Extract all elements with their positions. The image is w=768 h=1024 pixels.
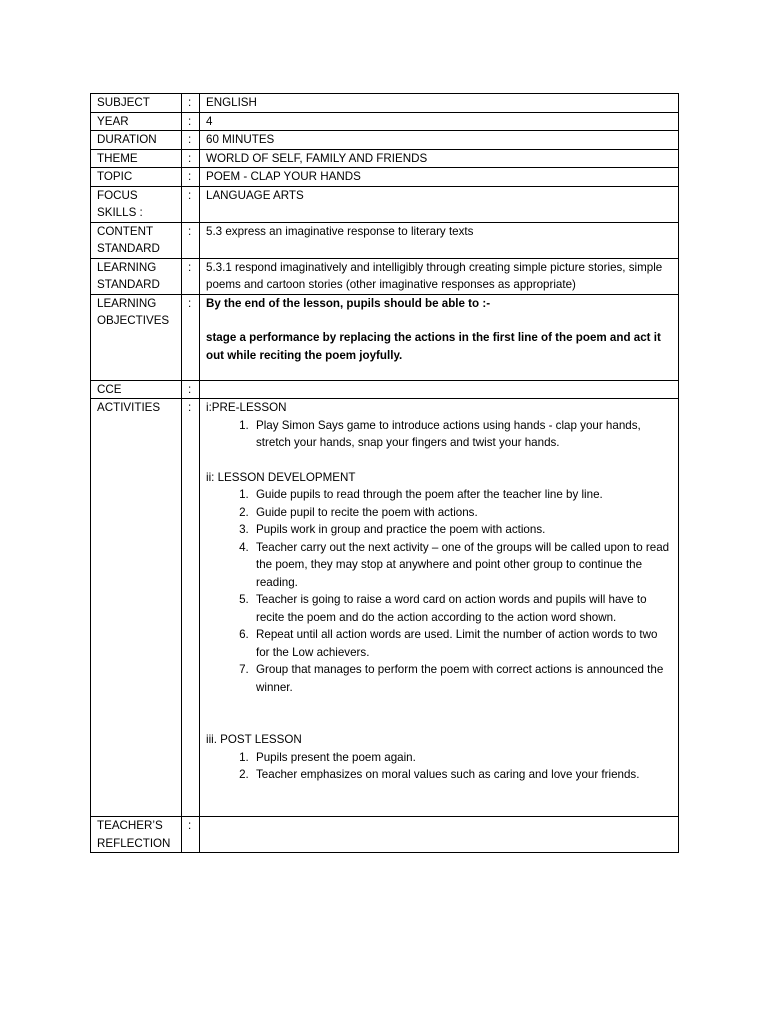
row-topic: [91, 168, 679, 187]
value-theme: WORLD OF SELF, FAMILY AND FRIENDS: [200, 149, 679, 168]
label-focus-skills: [91, 186, 182, 222]
colon: :: [182, 149, 200, 168]
lesson-development-list: [206, 486, 672, 696]
value-duration: 60 MINUTES: [200, 131, 679, 150]
value-learning-standard: 5.3.1 respond imaginatively and intelligibly through creating simple picture stories, simple poems and cartoon stories (other imaginative responses as appropriate): [200, 258, 679, 294]
colon: :: [182, 258, 200, 294]
post-lesson-list: [206, 749, 672, 784]
pre-lesson-heading: i:PRE-LESSON: [206, 401, 287, 414]
list-item: 4. Teacher carry out the next activity – one of the groups will be called upon to read the poem, they may stop at anywhere and point other group to continue the reading.: [252, 539, 672, 592]
colon: :: [182, 399, 200, 817]
row-theme: [91, 149, 679, 168]
value-year: 4: [200, 112, 679, 131]
colon: :: [182, 817, 200, 853]
label-content-standard: [91, 222, 182, 258]
lesson-plan-table: [90, 93, 679, 853]
colon: :: [182, 112, 200, 131]
colon: :: [182, 186, 200, 222]
row-learning-objectives: [91, 294, 679, 380]
value-content-standard: 5.3 express an imaginative response to literary texts: [200, 222, 679, 258]
label-line: LEARNING: [97, 260, 157, 274]
row-learning-standard: [91, 258, 679, 294]
list-item: 5. Teacher is going to raise a word card on action words and pupils will have to recite the poem and do the action according to the action word shown.: [252, 591, 672, 626]
label-topic: TOPIC: [91, 168, 182, 187]
colon: :: [182, 380, 200, 399]
value-teachers-reflection: [200, 817, 679, 853]
label-learning-objectives: [91, 294, 182, 380]
post-lesson-heading: iii. POST LESSON: [206, 733, 302, 746]
value-activities: [200, 399, 679, 817]
value-focus-skills: LANGUAGE ARTS: [200, 186, 679, 222]
list-item: 2. Teacher emphasizes on moral values such as caring and love your friends.: [252, 766, 672, 784]
list-item: 3. Pupils work in group and practice the poem with actions.: [252, 521, 672, 539]
list-item: 1. Play Simon Says game to introduce actions using hands - clap your hands, stretch your hands, snap your fingers and twist your hands.: [252, 417, 672, 452]
label-line: STANDARD: [97, 242, 160, 255]
row-subject: [91, 94, 679, 113]
label-line: LEARNING: [97, 296, 157, 310]
row-content-standard: [91, 222, 679, 258]
colon: :: [182, 222, 200, 258]
colon: :: [182, 131, 200, 150]
label-line: TEACHER’S: [97, 819, 163, 832]
label-line: STANDARD: [97, 278, 160, 291]
list-item: 7. Group that manages to perform the poem with correct actions is announced the winner.: [252, 661, 672, 696]
row-focus-skills: [91, 186, 679, 222]
value-learning-objectives: [200, 294, 679, 380]
objective-text: stage a performance by replacing the actions in the first line of the poem and act it out while reciting the poem joyfully.: [206, 331, 661, 362]
label-line: FOCUS: [97, 188, 138, 202]
label-line: OBJECTIVES: [97, 314, 170, 327]
value-subject: ENGLISH: [200, 94, 679, 113]
label-line: SKILLS :: [97, 206, 143, 219]
label-learning-standard: [91, 258, 182, 294]
label-year: YEAR: [91, 112, 182, 131]
list-item: 6. Repeat until all action words are used. Limit the number of action words to two for the Low achievers.: [252, 626, 672, 661]
label-line: CONTENT: [97, 224, 154, 238]
label-duration: DURATION: [91, 131, 182, 150]
list-item: 1. Pupils present the poem again.: [252, 749, 672, 767]
label-theme: THEME: [91, 149, 182, 168]
row-duration: [91, 131, 679, 150]
pre-lesson-list: [206, 417, 672, 452]
label-line: REFLECTION: [97, 836, 171, 850]
label-subject: SUBJECT: [91, 94, 182, 113]
row-year: [91, 112, 679, 131]
value-cce: [200, 380, 679, 399]
row-activities: [91, 399, 679, 817]
list-item: 1. Guide pupils to read through the poem after the teacher line by line.: [252, 486, 672, 504]
colon: :: [182, 294, 200, 380]
objectives-intro: By the end of the lesson, pupils should be able to :-: [206, 296, 491, 310]
lesson-development-heading: ii: LESSON DEVELOPMENT: [206, 470, 356, 484]
row-teachers-reflection: [91, 817, 679, 853]
colon: :: [182, 168, 200, 187]
row-cce: [91, 380, 679, 399]
label-activities: ACTIVITIES: [91, 399, 182, 817]
label-cce: CCE: [91, 380, 182, 399]
label-teachers-reflection: [91, 817, 182, 853]
colon: :: [182, 94, 200, 113]
list-item: 2. Guide pupil to recite the poem with actions.: [252, 504, 672, 522]
value-topic: POEM - CLAP YOUR HANDS: [200, 168, 679, 187]
